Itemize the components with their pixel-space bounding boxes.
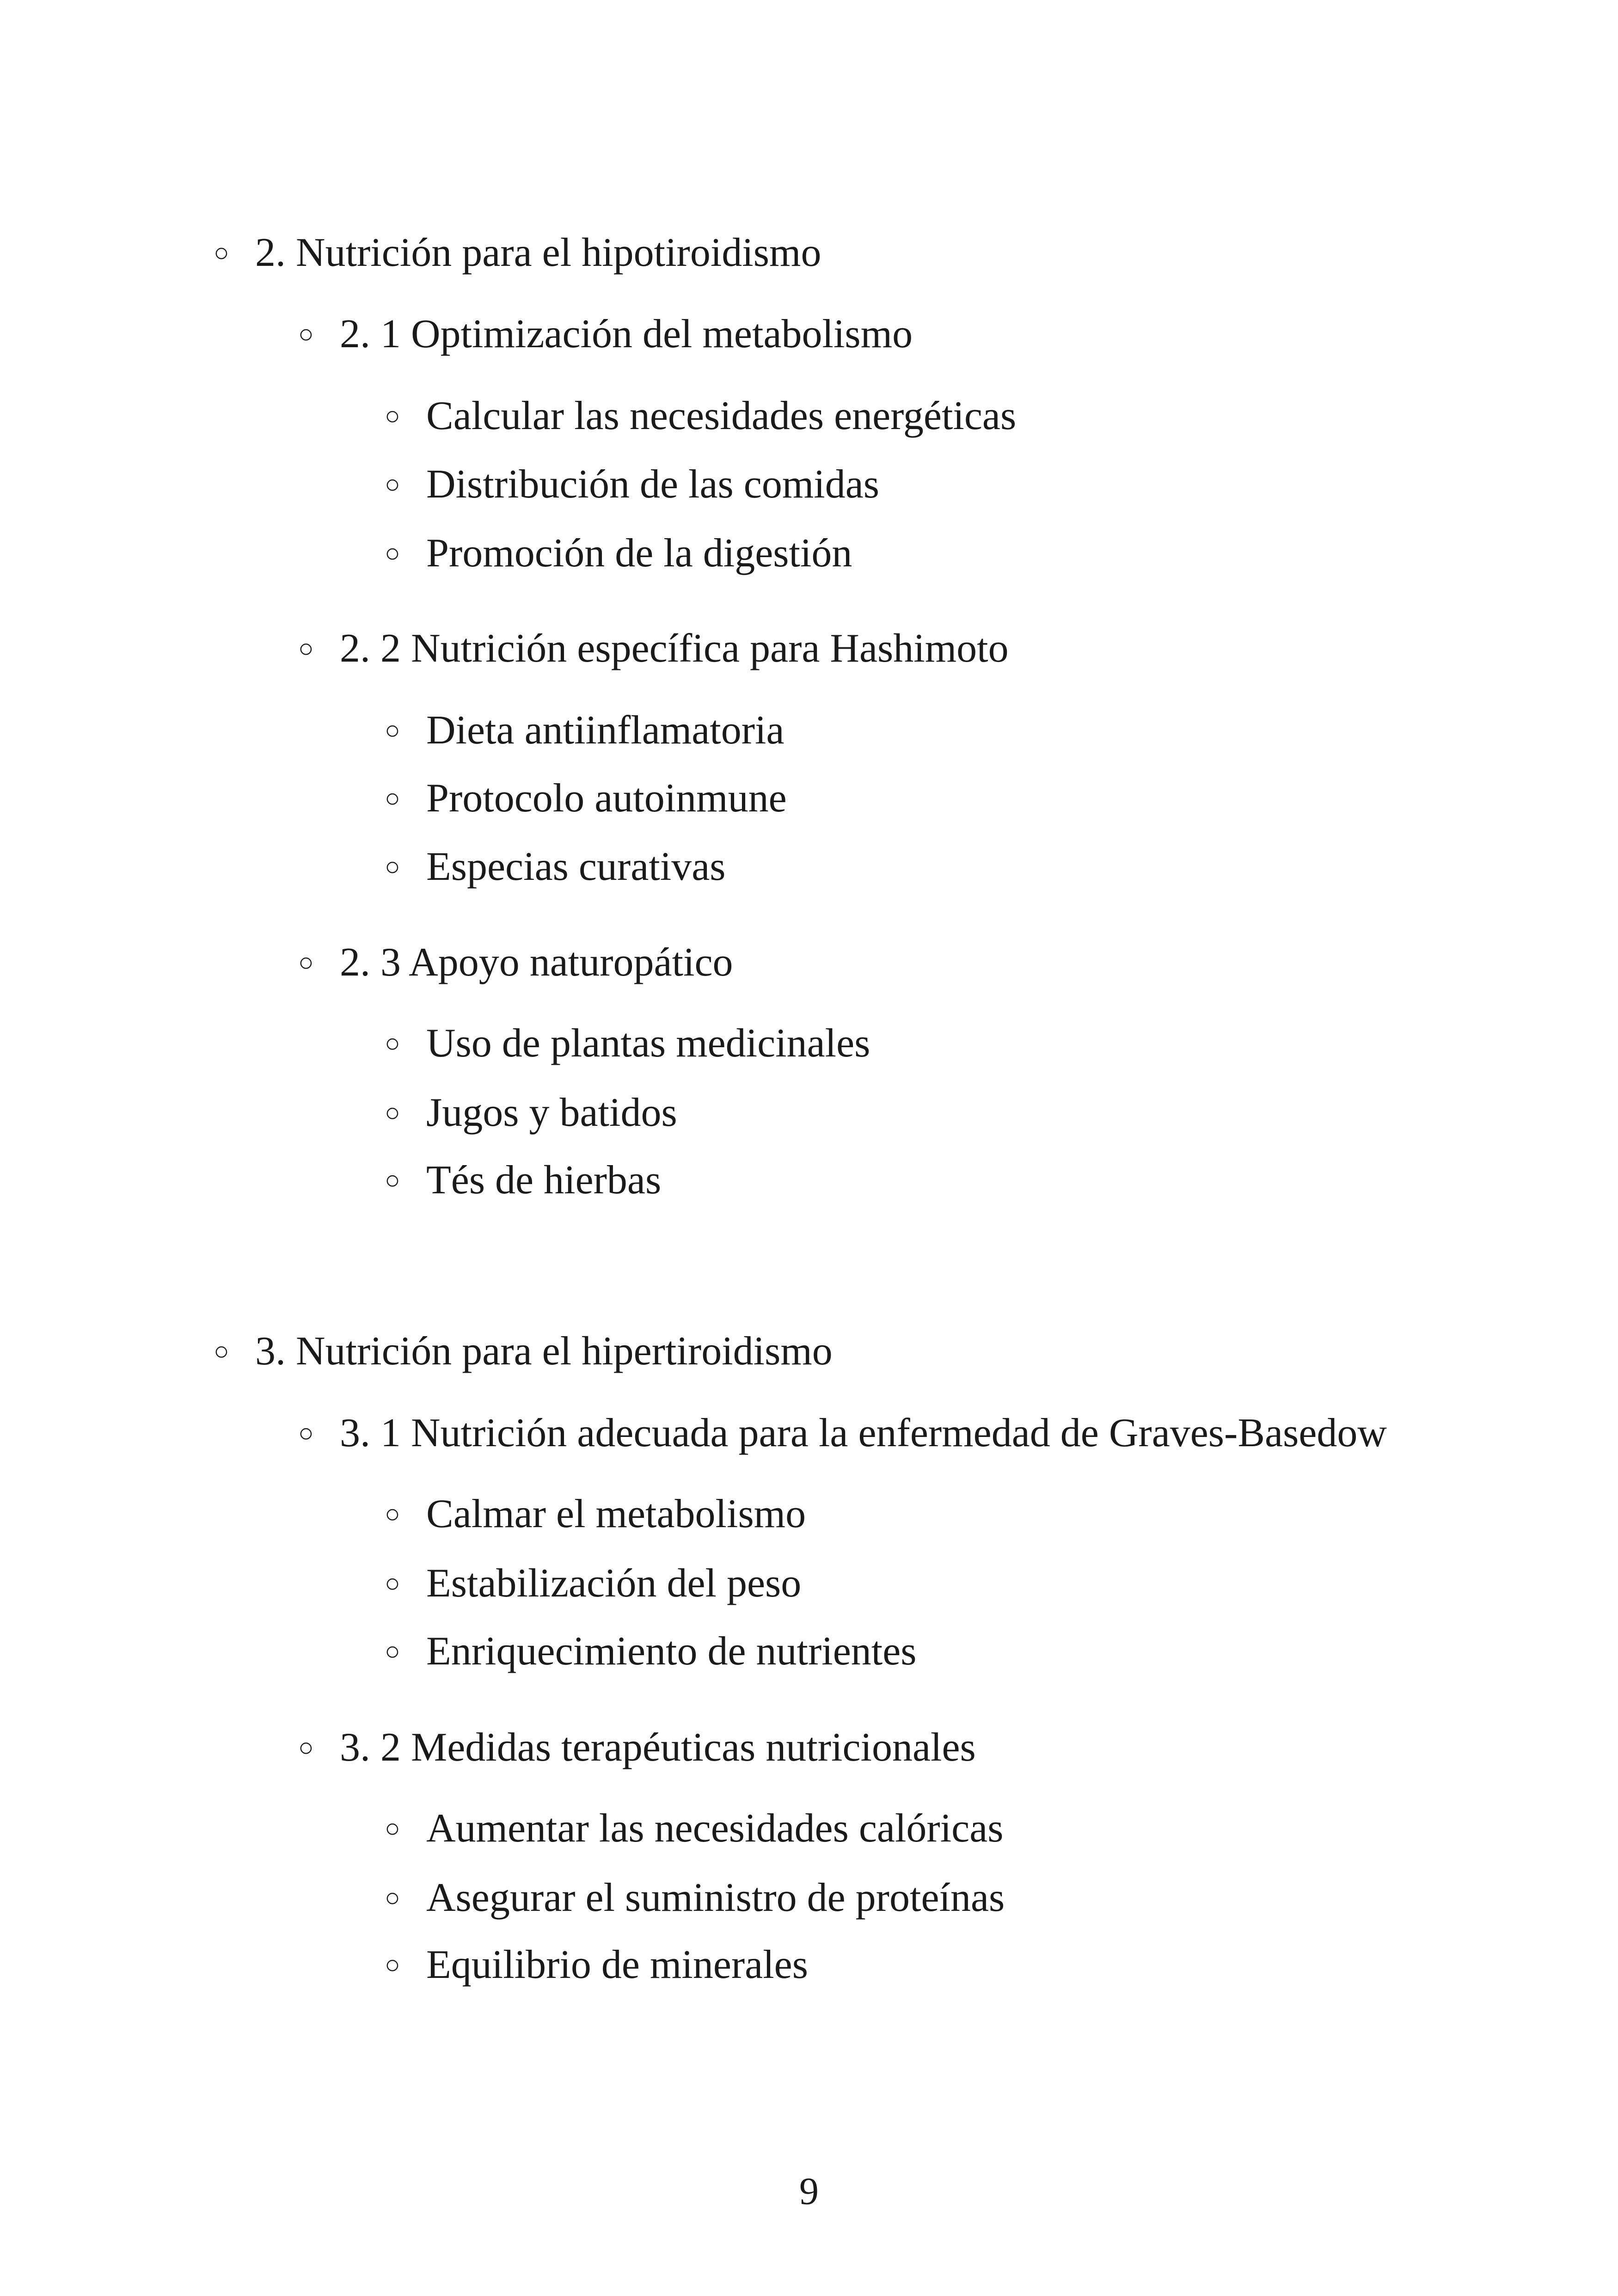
bullet-icon: ○	[298, 320, 314, 349]
outline-item-label: 3. Nutrición para el hipertiroidismo	[255, 1329, 833, 1374]
outline-item-label: Uso de plantas medicinales	[426, 1021, 870, 1066]
outline-item-label: Enriquecimiento de nutrientes	[426, 1629, 917, 1674]
bullet-icon: ○	[298, 1419, 314, 1448]
bullet-icon: ○	[385, 784, 400, 813]
outline-item-label: 2. 2 Nutrición específica para Hashimoto	[340, 626, 1009, 671]
outline-item-label: Especias curativas	[426, 844, 726, 889]
outline-item-label: 3. 2 Medidas terapéuticas nutricionales	[340, 1725, 976, 1770]
bullet-icon: ○	[385, 716, 400, 745]
bullet-icon: ○	[385, 539, 400, 568]
bullet-icon: ○	[385, 1814, 400, 1843]
outline-item-label: Jugos y batidos	[426, 1090, 677, 1135]
outline-item-label: Equilibrio de minerales	[426, 1942, 808, 1987]
outline-item-label: 2. Nutrición para el hipotiroidismo	[255, 230, 821, 275]
bullet-icon: ○	[298, 634, 314, 663]
outline-item-label: Tés de hierbas	[426, 1158, 662, 1203]
outline-item-label: Asegurar el suministro de proteínas	[426, 1875, 1005, 1920]
bullet-icon: ○	[385, 1884, 400, 1912]
outline-item-label: Aumentar las necesidades calóricas	[426, 1806, 1004, 1851]
bullet-icon: ○	[298, 1733, 314, 1762]
bullet-icon: ○	[385, 1166, 400, 1195]
bullet-icon: ○	[385, 470, 400, 499]
outline-item-label: Calmar el metabolismo	[426, 1492, 806, 1536]
page-number: 9	[799, 2170, 819, 2213]
bullet-icon: ○	[385, 1099, 400, 1127]
bullet-icon: ○	[385, 853, 400, 881]
bullet-icon: ○	[385, 1637, 400, 1666]
outline-item-label: Promoción de la digestión	[426, 531, 852, 576]
bullet-icon: ○	[214, 1337, 229, 1366]
outline-item-label: Calcular las necesidades energéticas	[426, 393, 1017, 438]
outline-item-label: 2. 1 Optimización del metabolismo	[340, 312, 913, 356]
outline-item-label: Estabilización del peso	[426, 1561, 802, 1606]
outline-item-label: Distribución de las comidas	[426, 462, 880, 507]
bullet-icon: ○	[385, 1951, 400, 1979]
outline-item-label: 3. 1 Nutrición adecuada para la enfermedad de Graves-Basedow	[340, 1411, 1387, 1455]
bullet-icon: ○	[385, 1569, 400, 1598]
bullet-icon: ○	[385, 1500, 400, 1529]
outline-item-label: Dieta antiinflamatoria	[426, 708, 784, 753]
bullet-icon: ○	[385, 402, 400, 430]
bullet-icon: ○	[385, 1029, 400, 1058]
outline-item-label: Protocolo autoinmune	[426, 776, 787, 821]
bullet-icon: ○	[298, 948, 314, 977]
outline-item-label: 2. 3 Apoyo naturopático	[340, 940, 733, 985]
bullet-icon: ○	[214, 239, 229, 267]
